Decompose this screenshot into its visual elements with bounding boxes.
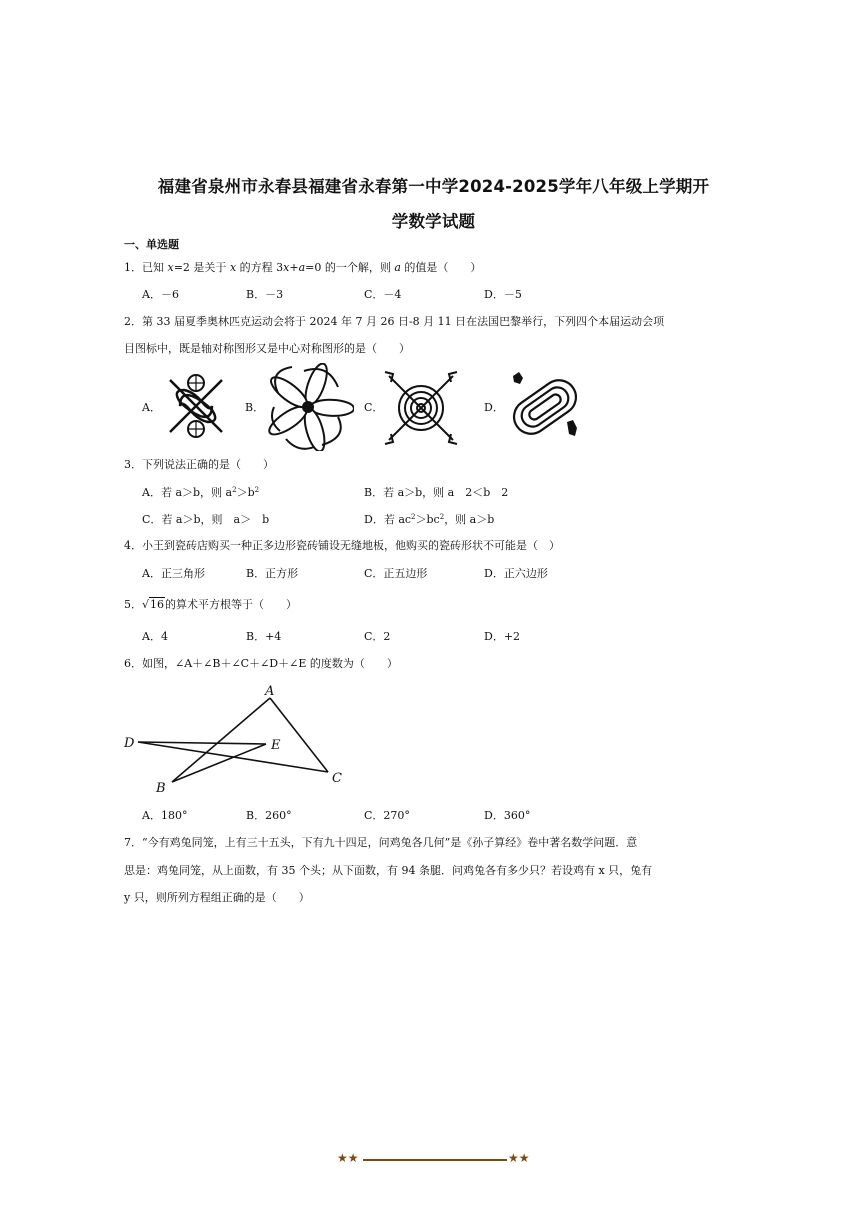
label-c: C [332, 771, 342, 786]
q3-option-d[interactable]: D．若 $ac^2>bc^2$，则 a＞b [364, 513, 495, 526]
q2-option-d[interactable]: D． [484, 401, 504, 414]
pinwheel-icon [262, 363, 354, 451]
q1-option-b[interactable]: B．－3 [246, 288, 284, 301]
page-title-line1: 福建省泉州市永春县福建省永春第一中学2024-2025学年八年级上学期开 [157, 177, 710, 196]
q6-option-c[interactable]: C．270° [364, 809, 410, 822]
q5-option-a[interactable]: A．4 [142, 630, 168, 643]
q5-option-b[interactable]: B．+4 [246, 630, 282, 643]
question-4-stem: 4．小王到瓷砖店购买一种正多边形瓷砖铺设无缝地板，他购买的瓷砖形状不可能是（ ） [124, 539, 560, 552]
question-7-line1: 7．“今有鸡兔同笼，上有三十五头，下有九十四足，问鸡兔各几何”是《孙子算经》卷中著名数学问题．意 [124, 836, 638, 849]
q5-option-d[interactable]: D．+2 [484, 630, 521, 643]
q2-option-c[interactable]: C． [364, 401, 384, 414]
q2-option-b[interactable]: B． [245, 401, 265, 414]
q6-option-b[interactable]: B．260° [246, 809, 292, 822]
star-figure-diagram [118, 680, 358, 800]
q4-option-d[interactable]: D．正六边形 [484, 567, 548, 580]
q1-option-d[interactable]: D．－5 [484, 288, 522, 301]
question-6-stem: 6．如图，∠A＋∠B＋∠C＋∠D＋∠E 的度数为（ ） [124, 657, 398, 670]
q4-option-a[interactable]: A．正三角形 [142, 567, 205, 580]
q2-option-a[interactable]: A． [142, 401, 161, 414]
question-1-stem: 1．已知 x=2 是关于 x 的方程 3x+a=0 的一个解，则 a 的值是（ ） [124, 261, 482, 274]
question-7-line3: y 只，则所列方程组正确的是（ ） [124, 891, 310, 904]
label-b: B [156, 781, 166, 796]
q1-option-a[interactable]: A．－6 [142, 288, 179, 301]
label-a: A [265, 684, 275, 699]
footer-star-right-icon: ★★ [508, 1151, 530, 1165]
q3-option-b[interactable]: B．若 a＞b，则 a 2＜b 2 [364, 486, 509, 499]
running-track-icon [505, 368, 585, 446]
question-2-line1: 2．第 33 届夏季奥林匹克运动会将于 2024 年 7 月 26 日-8 月 11 日在法国巴黎举行，下列四个本届运动会项 [124, 315, 665, 328]
q1-option-c[interactable]: C．－4 [364, 288, 402, 301]
q4-option-c[interactable]: C．正五边形 [364, 567, 428, 580]
archery-target-icon [381, 370, 461, 446]
footer-divider [363, 1159, 507, 1161]
label-e: E [271, 738, 281, 753]
question-3-stem: 3．下列说法正确的是（ ） [124, 458, 274, 471]
question-5-stem: 5．√16的算术平方根等于（ ） [124, 598, 298, 611]
q5-option-c[interactable]: C．2 [364, 630, 391, 643]
page-title-line2: 学数学试题 [391, 212, 476, 231]
basketball-knot-icon [160, 370, 232, 442]
label-d: D [124, 736, 135, 751]
footer-star-left-icon: ★★ [337, 1151, 359, 1165]
section-heading: 一、单选题 [124, 238, 179, 251]
q3-option-a[interactable]: A．若 a＞b，则 $a^2>b^2$ [142, 486, 260, 499]
q6-option-d[interactable]: D．360° [484, 809, 531, 822]
q3-option-c[interactable]: C．若 a＞b，则 a＞ b [142, 513, 270, 526]
q4-option-b[interactable]: B．正方形 [246, 567, 299, 580]
question-7-line2: 思是：鸡兔同笼，从上面数，有 35 个头；从下面数，有 94 条腿．问鸡兔各有多少只？若设鸡有 x 只，兔有 [124, 864, 653, 877]
footer-ornament [337, 1151, 532, 1167]
question-2-line2: 目图标中，既是轴对称图形又是中心对称图形的是（ ） [124, 342, 410, 355]
q6-option-a[interactable]: A．180° [142, 809, 188, 822]
